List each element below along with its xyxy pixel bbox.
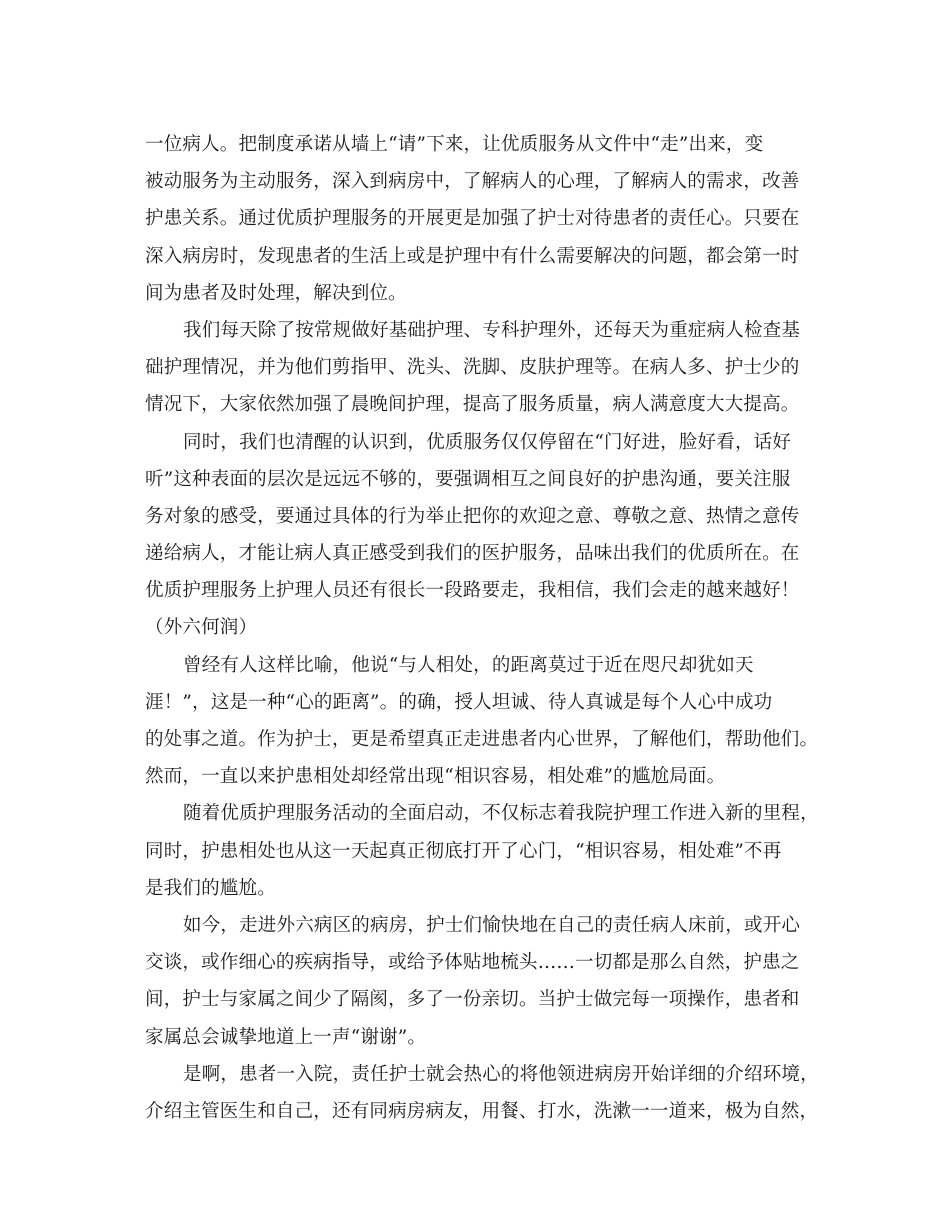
text-line: 听”这种表面的层次是远远不够的，要强调相互之间良好的护患沟通，要关注服 (145, 468, 791, 490)
text-line: 优质护理服务上护理人员还有很长一段路要走，我相信，我们会走的越来越好！ (145, 580, 800, 602)
text-line: 如今，走进外六病区的病房，护士们愉快地在自己的责任病人床前，或开心 (183, 914, 801, 936)
text-line: 我们每天除了按常规做好基础护理、专科护理外，还每天为重症病人检查基 (183, 319, 801, 341)
text-line: 被动服务为主动服务，深入到病房中，了解病人的心理，了解病人的需求，改善 (145, 171, 800, 193)
text-line: 然而，一直以来护患相处却经常出现“相识容易，相处难”的尴尬局面。 (145, 766, 726, 788)
text-line: 介绍主管医生和自己，还有同病房病友，用餐、打水，洗漱一一道来，极为自然， (145, 1100, 819, 1122)
text-line: 深入病房时，发现患者的生活上或是护理中有什么需要解决的问题，都会第一时 (145, 245, 800, 267)
text-line: 同时，护患相处也从这一天起真正彻底打开了心门，“相识容易，相处难”不再 (145, 840, 782, 862)
text-line: 间，护士与家属之间少了隔阂，多了一份亲切。当护士做完每一项操作，患者和 (145, 989, 800, 1011)
text-line: 涯！”，这是一种“心的距离”。的确，授人坦诚、待人真诚是每个人心中成功 (145, 691, 773, 713)
text-line: 随着优质护理服务活动的全面启动，不仅标志着我院护理工作进入新的里程， (183, 803, 819, 825)
text-line: 务对象的感受，要通过具体的行为举止把你的欢迎之意、尊敬之意、热情之意传 (145, 505, 800, 527)
text-line: 护患关系。通过优质护理服务的开展更是加强了护士对待患者的责任心。只要在 (145, 208, 800, 230)
text-line: 础护理情况，并为他们剪指甲、洗头、洗脚、皮肤护理等。在病人多、护士少的 (145, 357, 800, 379)
text-line: 交谈，或作细心的疾病指导，或给予体贴地梳头……一切都是那么自然，护患之 (145, 952, 800, 974)
text-line: 是我们的尴尬。 (145, 877, 276, 899)
text-line: 递给病人，才能让病人真正感受到我们的医护服务，品味出我们的优质所在。在 (145, 543, 800, 565)
text-line: 间为患者及时处理，解决到位。 (145, 282, 407, 304)
text-line: 曾经有人这样比喻，他说“与人相处，的距离莫过于近在咫尺却犹如天 (183, 654, 754, 676)
text-line: （外六何润） (145, 617, 258, 639)
text-line: 一位病人。把制度承诺从墙上“请”下来，让优质服务从文件中“走”出来，变 (145, 134, 764, 155)
document-body (145, 126, 819, 1130)
text-line: 家属总会诚挚地道上一声“谢谢”。 (145, 1026, 427, 1048)
text-line: 情况下，大家依然加强了晨晚间护理，提高了服务质量，病人满意度大大提高。 (145, 394, 800, 416)
text-line: 的处事之道。作为护士，更是希望真正走进患者内心世界，了解他们，帮助他们。 (145, 729, 819, 750)
text-line: 同时，我们也清醒的认识到，优质服务仅仅停留在“门好进，脸好看，话好 (183, 431, 792, 453)
text-line: 是啊，患者一入院，责任护士就会热心的将他领进病房开始详细的介绍环境， (183, 1063, 819, 1085)
